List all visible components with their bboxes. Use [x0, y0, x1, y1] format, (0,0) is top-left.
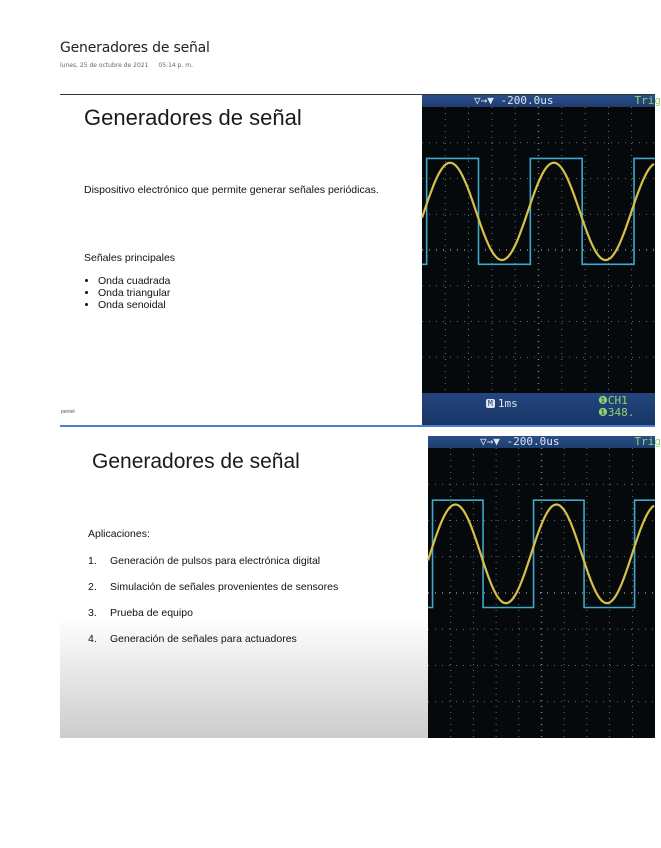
sine-wave-trace — [428, 505, 654, 604]
slide-title: Generadores de señal — [84, 105, 302, 130]
scope-header — [428, 435, 661, 448]
scope-timebase — [486, 397, 518, 410]
scope-waveform — [428, 448, 655, 738]
oscilloscope-screen — [422, 94, 661, 425]
timebase-marker: M — [488, 399, 493, 408]
channel-value: ❶348. — [598, 406, 635, 419]
list-item: 4. Generación de señales para actuadores — [88, 633, 297, 645]
scope-channel — [598, 395, 634, 419]
list-item: • Onda triangular — [98, 287, 170, 299]
scope-trigger-label: Trig — [634, 94, 661, 107]
note-title: Generadores de señal — [60, 40, 210, 56]
applications-list — [88, 548, 338, 652]
scope-header — [422, 94, 661, 107]
list-item: • Onda senoidal — [98, 299, 170, 311]
scope-trigger-label: Trig — [634, 435, 661, 448]
signal-list — [84, 275, 170, 311]
channel-label: ❶CH1 — [598, 394, 628, 407]
note-date: lunes, 25 de octubre de 2021 — [60, 62, 149, 69]
note-meta — [60, 62, 193, 69]
list-item: • Onda cuadrada — [98, 275, 170, 287]
slide-subtitle: Aplicaciones: — [88, 528, 150, 540]
scope-horizontal-position: ▽→▼ -200.0us — [480, 435, 560, 448]
slide-description: Dispositivo electrónico que permite generar señales periódicas. — [84, 184, 379, 196]
scope-footer — [422, 393, 655, 425]
list-item: 2. Simulación de señales provenientes de sensores — [88, 581, 339, 593]
scope-horizontal-position: ▽→▼ -200.0us — [474, 94, 554, 107]
scope-waveform — [422, 107, 655, 393]
slide-footer-note: pentel — [61, 409, 75, 415]
square-wave-trace — [422, 158, 655, 264]
list-item: 3. Prueba de equipo — [88, 607, 193, 619]
slide-image-1 — [60, 94, 661, 427]
slide-image-2 — [60, 435, 661, 738]
square-wave-trace — [428, 500, 655, 607]
oscilloscope-screen — [428, 435, 661, 738]
slide-title: Generadores de señal — [92, 450, 300, 473]
note-time: 05:14 p. m. — [158, 62, 193, 69]
timebase-value: 1ms — [497, 397, 518, 410]
slide-subtitle: Señales principales — [84, 252, 176, 264]
list-item: 1. Generación de pulsos para electrónica digital — [88, 555, 321, 567]
